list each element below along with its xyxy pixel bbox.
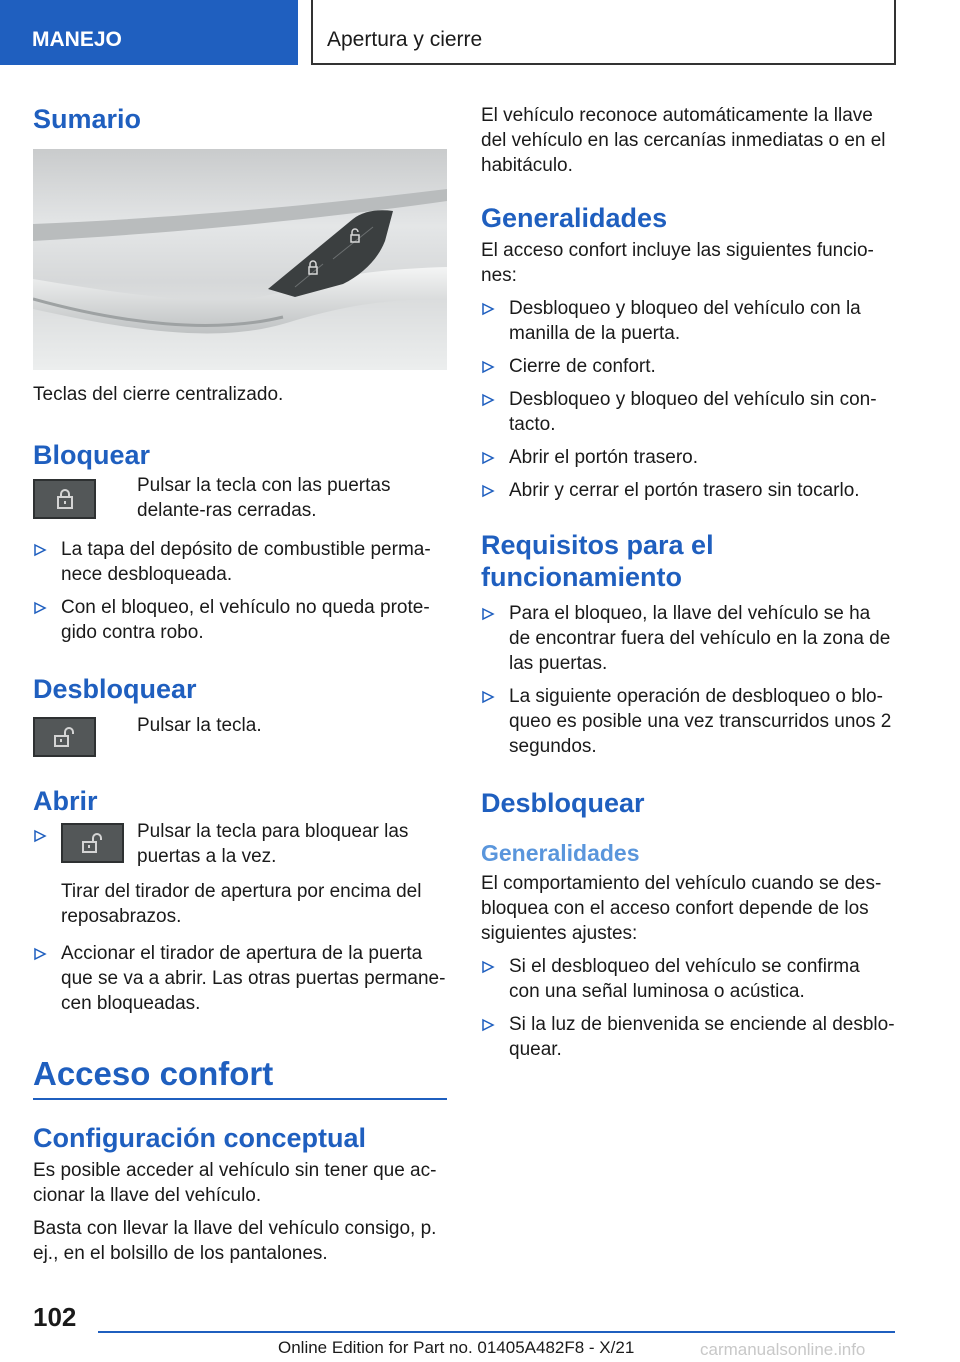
list-item (481, 387, 895, 437)
desbloquear-list (481, 954, 895, 1062)
triangle-right-icon (481, 960, 495, 974)
triangle-right-icon (481, 451, 495, 465)
unlock-key (33, 717, 96, 757)
list-item-text: Si el desbloqueo del vehículo se confirma con una señal luminosa o acústica. (509, 956, 860, 1002)
list-item (481, 684, 895, 759)
list-item-text: Cierre de confort. (509, 356, 656, 377)
sumario-heading: Sumario (33, 104, 142, 134)
config-heading: Configuración conceptual (33, 1123, 367, 1153)
list-item-text: Accionar el tirador de apertura de la puerta que se va a abrir. Las otras puertas permane-cen bloqueadas. (61, 943, 446, 1014)
list-item (481, 354, 895, 379)
config-paragraph-2: Basta con llevar la llave del vehículo consigo, p. ej., en el bolsillo de los pantalones. (33, 1218, 437, 1264)
bloquear-list (33, 537, 447, 645)
door-panel-illustration (33, 149, 447, 370)
list-item (481, 1012, 895, 1062)
list-item (481, 601, 895, 676)
list-item-text: Abrir y cerrar el portón trasero sin tocarlo. (509, 480, 860, 501)
triangle-right-icon (33, 543, 47, 557)
right-column (481, 100, 895, 1062)
list-item-text: Con el bloqueo, el vehículo no queda prote-gido contra robo. (61, 597, 430, 643)
desbloquear-heading-right: Desbloquear (481, 788, 645, 818)
list-item (33, 537, 447, 587)
bloquear-heading: Bloquear (33, 440, 151, 470)
abrir-list (33, 823, 447, 1016)
config-paragraph-1: Es posible acceder al vehículo sin tener que ac-cionar la llave del vehículo. (33, 1160, 437, 1206)
triangle-right-icon (481, 302, 495, 316)
desbloquear-heading: Desbloquear (33, 674, 197, 704)
list-item-text: Para el bloqueo, la llave del vehículo se ha de encontrar fuera del vehículo en la zona de las puertas. (509, 603, 891, 674)
triangle-right-icon (33, 947, 47, 961)
list-item (481, 478, 895, 503)
list-item (481, 954, 895, 1004)
door-lock-photo (33, 149, 447, 370)
page-number: 102 (33, 1302, 77, 1332)
intro-paragraph: El vehículo reconoce automáticamente la llave del vehículo en las cercanías inmediatas o en el habitáculo. (481, 105, 886, 176)
triangle-right-icon (481, 393, 495, 407)
abrir-heading: Abrir (33, 786, 98, 816)
footer-edition: Online Edition for Part no. 01405A482F8 - X/21 (278, 1338, 635, 1357)
desbloquear-paragraph: El comportamiento del vehículo cuando se des-bloquea con el acceso confort depende de los siguientes ajustes: (481, 873, 882, 944)
list-item-text: La siguiente operación de desbloqueo o blo-queo es posible una vez transcurridos unos 2 segundos. (509, 686, 892, 757)
list-item (33, 595, 447, 645)
list-item (481, 445, 895, 470)
abrir-sub-text: Tirar del tirador de apertura por encima del reposabrazos. (61, 881, 422, 927)
lock-key-row (33, 475, 447, 523)
triangle-right-icon (33, 601, 47, 615)
generalidades-paragraph: El acceso confort incluye las siguientes funcio-nes: (481, 240, 874, 286)
requisitos-list (481, 601, 895, 759)
left-column (33, 100, 447, 1266)
lock-open-icon (52, 724, 78, 750)
abrir-key-text: Pulsar la tecla para bloquear las puertas a la vez. (137, 821, 409, 867)
list-item-text: Desbloqueo y bloqueo del vehículo sin con-tacto. (509, 389, 877, 435)
section-tab: MANEJO (0, 0, 298, 65)
lock-key (33, 479, 96, 519)
photo-caption: Teclas del cierre centralizado. (33, 384, 284, 405)
generalidades-heading: Generalidades (481, 203, 668, 233)
triangle-right-icon (481, 360, 495, 374)
footer-rule (98, 1331, 895, 1333)
acceso-confort-heading: Acceso confort (33, 1055, 274, 1092)
list-item-text: Abrir el portón trasero. (509, 447, 699, 468)
triangle-right-icon (481, 1018, 495, 1032)
unlock-key (61, 823, 124, 863)
list-item-text: Desbloqueo y bloqueo del vehículo con la manilla de la puerta. (509, 298, 861, 344)
chapter-title: Apertura y cierre (311, 0, 896, 65)
requisitos-heading: Requisitos para el funcionamiento (481, 530, 714, 592)
list-item (481, 296, 895, 346)
lock-open-icon (80, 830, 106, 856)
unlock-key-row (33, 717, 447, 757)
triangle-right-icon (33, 829, 47, 843)
generalidades-list (481, 296, 895, 503)
triangle-right-icon (481, 484, 495, 498)
lock-closed-icon (52, 486, 78, 512)
list-item (33, 941, 447, 1016)
list-item-text: La tapa del depósito de combustible perma-nece desbloqueada. (61, 539, 431, 585)
triangle-right-icon (481, 607, 495, 621)
heading-rule (33, 1098, 447, 1100)
list-item-text: Si la luz de bienvenida se enciende al desblo-quear. (509, 1014, 895, 1060)
watermark: carmanualsonline.info (700, 1340, 866, 1359)
unlock-key-text: Pulsar la tecla. (137, 715, 262, 736)
generalidades-subheading: Generalidades (481, 840, 640, 866)
list-item (33, 823, 447, 929)
lock-key-text: Pulsar la tecla con las puertas delante-ras cerradas. (137, 475, 391, 521)
triangle-right-icon (481, 690, 495, 704)
